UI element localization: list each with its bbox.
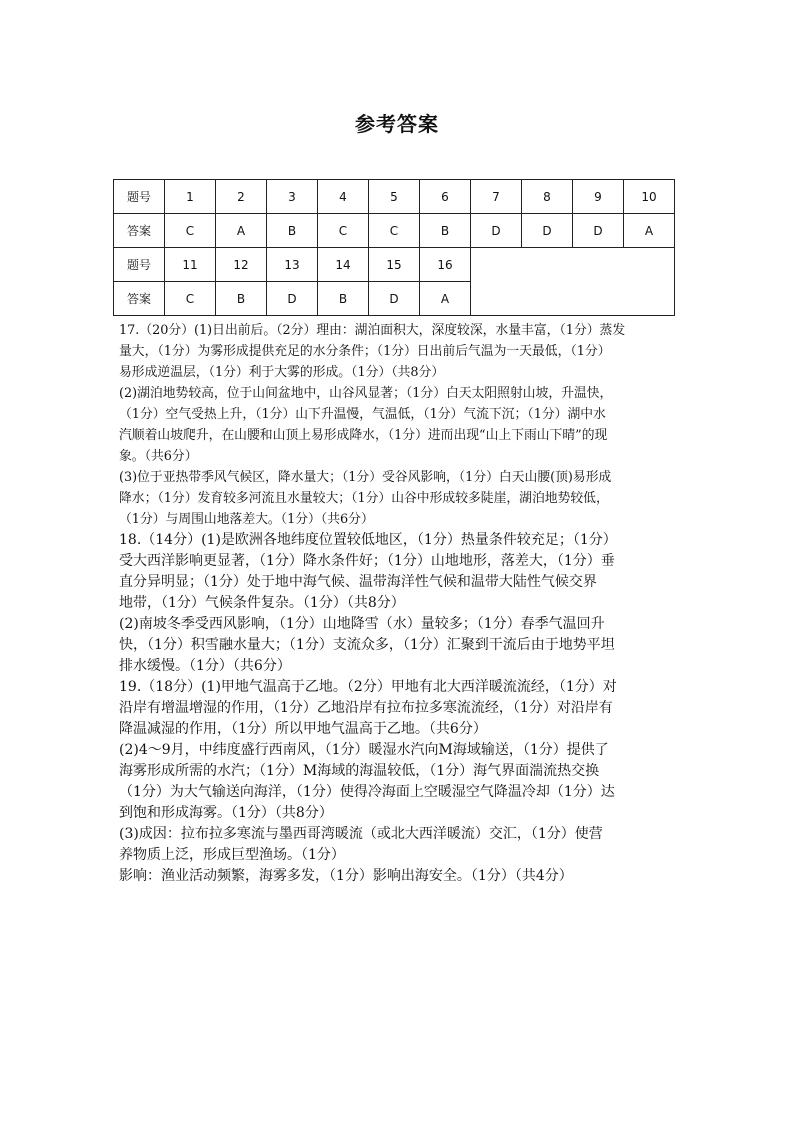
text-line: 量大，（1分）为雾形成提供充足的水分条件；（1分）日出前后气温为一天最低，（1分） [119,344,611,359]
table-cell: 答案 [114,214,165,248]
text-line: 沿岸有增温增湿的作用，（1分）乙地沿岸有拉布拉多寒流流经，（1分）对沿岸有 [119,700,613,716]
text-line: 快，（1分）积雪融水量大；（1分）支流众多，（1分）汇聚到干流后由于地势平坦 [119,637,615,653]
table-cell: A [420,282,471,316]
table-cell: C [165,282,216,316]
table-cell: 7 [471,180,522,214]
table-cell: 4 [318,180,369,214]
empty-cell [471,248,675,316]
text-line: 养物质上泛，形成巨型渔场。（1分） [119,847,345,863]
table-cell: D [267,282,318,316]
text-line: (2)4～9月，中纬度盛行西南风，（1分）暖湿水汽向M海域输送，（1分）提供了 [119,742,609,758]
text-line: 象。（共6分） [119,449,198,464]
table-cell: 8 [522,180,573,214]
table-cell: 9 [573,180,624,214]
text-line: 降水；（1分）发育较多河流且水量较大；（1分）山谷中形成较多陡崖，湖泊地势较低， [119,491,609,506]
text-line: 18.（14分）(1)是欧洲各地纬度位置较低地区，（1分）热量条件较充足；（1分） [119,532,617,548]
table-cell: 11 [165,248,216,282]
text-line: 到饱和形成海雾。（1分）（共8分） [119,805,333,821]
text-line: （1分）空气受热上升，（1分）山下升温慢，气温低，（1分）气流下沉；（1分）湖中水 [119,407,606,422]
text-line: 海雾形成所需的水汽；（1分）M海域的海温较低，（1分）海气界面湍流热交换 [119,763,600,779]
table-cell: 题号 [114,180,165,214]
table-cell: C [369,214,420,248]
text-line: (3)成因：拉布拉多寒流与墨西哥湾暖流（或北大西洋暖流）交汇，（1分）使营 [119,826,603,842]
text-line: 降温减湿的作用，（1分）所以甲地气温高于乙地。（共6分） [119,721,487,737]
table-row [114,248,675,282]
table-cell: 15 [369,248,420,282]
text-line: 19.（18分）(1)甲地气温高于乙地。（2分）甲地有北大西洋暖流流经，（1分）对 [119,679,617,695]
text-line: 易形成逆温层，（1分）利于大雾的形成。（1分）（共8分） [119,365,445,380]
table-cell: C [165,214,216,248]
page-title: 参考答案 [355,112,439,136]
table-cell: 1 [165,180,216,214]
answer-body [119,320,689,887]
table-cell: D [573,214,624,248]
text-line: (2)湖泊地势较高，位于山间盆地中，山谷风显著；（1分）白天太阳照射山坡，升温快， [119,386,613,401]
text-line: (3)位于亚热带季风气候区，降水量大；（1分）受谷风影响，（1分）白天山腰(顶)易形成 [119,470,612,485]
text-line: 地带，（1分）气候条件复杂。（1分）（共8分） [119,595,405,611]
answer-table [113,179,675,316]
text-line: 汽顺着山坡爬升，在山腰和山顶上易形成降水，（1分）进而出现“山上下雨山下晴”的现 [119,428,608,443]
text-line: (2)南坡冬季受西风影响，（1分）山地降雪（水）量较多；（1分）春季气温回升 [119,616,605,632]
table-cell: A [216,214,267,248]
table-cell: D [369,282,420,316]
table-row [114,214,675,248]
table-cell: D [522,214,573,248]
text-line: （1分）为大气输送向海洋，（1分）使得冷海面上空暖湿空气降温冷却（1分）达 [119,784,615,800]
table-cell: C [318,214,369,248]
table-cell: 16 [420,248,471,282]
table-cell: 10 [624,180,675,214]
table-cell: 14 [318,248,369,282]
table-cell: 6 [420,180,471,214]
answer-q17 [119,320,689,530]
text-line: 影响：渔业活动频繁，海雾多发，（1分）影响出海安全。（1分）（共4分） [119,868,573,884]
table-cell: 题号 [114,248,165,282]
text-line: 受大西洋影响更显著，（1分）降水条件好；（1分）山地地形，落差大，（1分）垂 [119,553,615,569]
table-cell: 5 [369,180,420,214]
table-cell: B [318,282,369,316]
table-cell: B [420,214,471,248]
table-cell: 3 [267,180,318,214]
table-cell: 2 [216,180,267,214]
text-line: 直分异明显；（1分）处于地中海气候、温带海洋性气候和温带大陆性气候交界 [119,574,597,590]
table-cell: 答案 [114,282,165,316]
table-cell: 13 [267,248,318,282]
table-row [114,180,675,214]
answer-q19 [119,677,689,887]
table-cell: B [267,214,318,248]
text-line: 排水缓慢。（1分）（共6分） [119,658,291,674]
table-cell: 12 [216,248,267,282]
text-line: （1分）与周围山地落差大。（1分）（共6分） [119,512,374,527]
table-cell: A [624,214,675,248]
table-cell: B [216,282,267,316]
text-line: 17.（20分）(1)日出前后。（2分）理由：湖泊面积大，深度较深，水量丰富，（1分）蒸发 [119,323,626,338]
table-cell: D [471,214,522,248]
answer-q18 [119,530,689,677]
